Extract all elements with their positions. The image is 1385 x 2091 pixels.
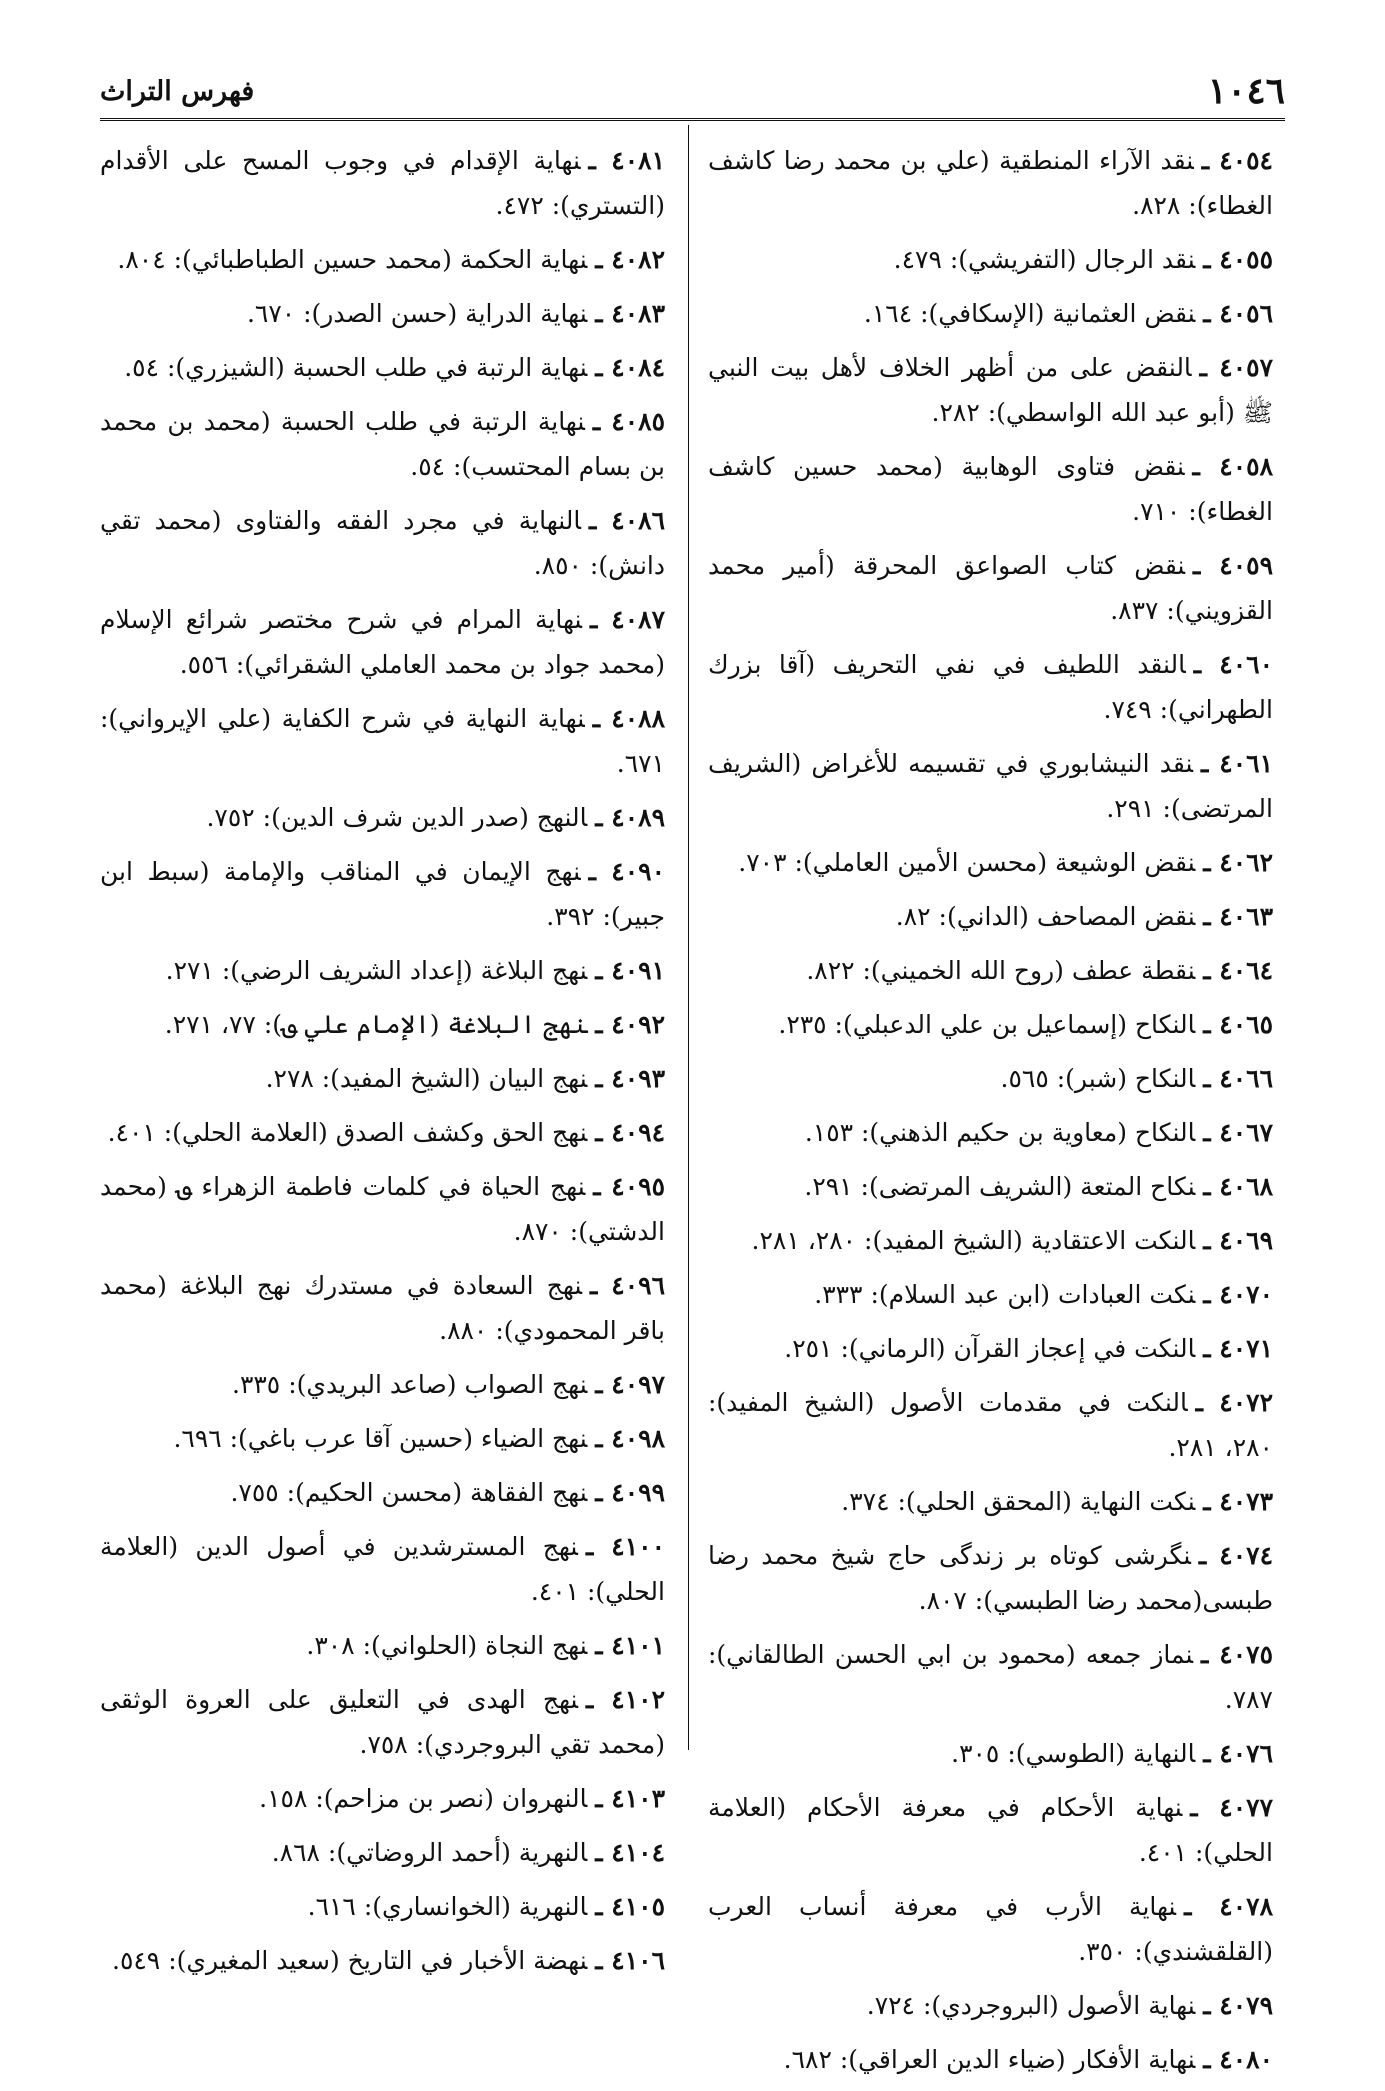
index-entry bbox=[100, 1470, 665, 1515]
index-entry bbox=[100, 1938, 665, 1983]
entry-text: نهاية الأحكام في معرفة الأحكام (العلامة الحلي): ٤٠١. bbox=[708, 1793, 1273, 1867]
entry-number: ٤٠٧٧ ـ bbox=[1190, 1793, 1274, 1822]
index-entry bbox=[708, 444, 1273, 534]
entry-number: ٤٠٦٦ ـ bbox=[1203, 1064, 1273, 1093]
entry-text: نهاية الأرب في معرفة أنساب العرب (القلقشندي): ٣٥٠. bbox=[708, 1892, 1273, 1966]
entry-number: ٤٠٩٤ ـ bbox=[595, 1118, 665, 1147]
entry-text: نهج الحق وكشف الصدق (العلامة الحلي): ٤٠١. bbox=[107, 1118, 588, 1147]
entry-number: ٤٠٥٥ ـ bbox=[1203, 245, 1273, 274]
entry-text: نقد الآراء المنطقية (علي بن محمد رضا كاشف الغطاء): ٨٢٨. bbox=[708, 146, 1273, 220]
entry-text: النهروان (نصر بن مزاحم): ١٥٨. bbox=[259, 1784, 588, 1813]
entry-text: نقض كتاب الصواعق المحرقة (أمير محمد القزويني): ٨٣٧. bbox=[708, 551, 1273, 625]
entry-number: ٤٠٩٥ ـ bbox=[593, 1172, 665, 1201]
entry-number: ٤٠٩٩ ـ bbox=[595, 1478, 665, 1507]
entry-number: ٤٠٨٠ ـ bbox=[1203, 2045, 1273, 2074]
index-entry bbox=[100, 795, 665, 840]
entry-text: نهاية الرتبة في طلب الحسبة (محمد بن محمد بن بسام المحتسب): ٥٤. bbox=[100, 407, 665, 481]
entry-number: ٤٠٥٤ ـ bbox=[1201, 146, 1273, 175]
entry-number: ٤٠٧٦ ـ bbox=[1203, 1739, 1273, 1768]
entry-text: النكت الاعتقادية (الشيخ المفيد): ٢٨٠، ٢٨١. bbox=[751, 1226, 1196, 1255]
index-entry bbox=[100, 345, 665, 390]
index-entry bbox=[100, 1110, 665, 1155]
entry-number: ٤٠٩٦ ـ bbox=[590, 1271, 666, 1300]
entry-text: نقض الوشيعة (محسن الأمين العاملي): ٧٠٣. bbox=[738, 848, 1196, 877]
entry-text: نقض فتاوى الوهابية (محمد حسين كاشف الغطاء): ٧١٠. bbox=[708, 452, 1273, 526]
index-entry bbox=[708, 1218, 1273, 1263]
entry-text: نهج البيان (الشيخ المفيد): ٢٧٨. bbox=[265, 1064, 588, 1093]
index-entry bbox=[708, 1272, 1273, 1317]
entry-text: النقد اللطيف في نفي التحريف (آقا بزرك الطهراني): ٧٤٩. bbox=[708, 650, 1273, 724]
entry-number: ٤١٠٥ ـ bbox=[595, 1892, 665, 1921]
entry-text: نهاية المرام في شرح مختصر شرائع الإسلام (محمد جواد بن محمد العاملي الشقرائي): ٥٥٦. bbox=[100, 605, 665, 679]
index-entry bbox=[100, 1263, 665, 1353]
entry-number: ٤٠٧٥ ـ bbox=[1201, 1640, 1273, 1669]
entry-text: نگرشى كوتاه بر زندگى حاج شيخ محمد رضا طبسى(محمد رضا الطبسي): ٨٠٧. bbox=[708, 1541, 1273, 1615]
entry-text: نهج الضياء (حسين آقا عرب باغي): ٦٩٦. bbox=[173, 1424, 588, 1453]
index-entry bbox=[708, 1731, 1273, 1776]
entry-text: نهج الفقاهة (محسن الحكيم): ٧٥٥. bbox=[230, 1478, 588, 1507]
entry-number: ٤٠٥٦ ـ bbox=[1203, 299, 1273, 328]
index-entry bbox=[708, 1002, 1273, 1047]
entry-number: ٤١٠٦ ـ bbox=[595, 1946, 665, 1975]
entry-text: نقض المصاحف (الداني): ٨٢. bbox=[895, 902, 1196, 931]
entry-text: نهج المسترشدين في أصول الدين (العلامة الحلي): ٤٠١. bbox=[100, 1532, 665, 1606]
entry-number: ٤٠٦١ ـ bbox=[1201, 749, 1273, 778]
entry-text: نقد الرجال (التفريشي): ٤٧٩. bbox=[893, 245, 1196, 274]
entry-number: ٤٠٨٧ ـ bbox=[590, 605, 666, 634]
index-entry bbox=[100, 138, 665, 228]
left-column bbox=[100, 138, 665, 1992]
entry-text: نقد النيشابوري في تقسيمه للأغراض (الشريف المرتضى): ٢٩١. bbox=[708, 749, 1273, 823]
entry-number: ٤٠٩٣ ـ bbox=[595, 1064, 665, 1093]
entry-text: نقطة عطف (روح الله الخميني): ٨٢٢. bbox=[806, 956, 1196, 985]
index-entry bbox=[708, 543, 1273, 633]
entry-number: ٤١٠٠ ـ bbox=[585, 1532, 665, 1561]
entry-number: ٤١٠٢ ـ bbox=[586, 1685, 665, 1714]
entry-number: ٤٠٥٨ ـ bbox=[1192, 452, 1273, 481]
entry-number: ٤٠٧٩ ـ bbox=[1203, 1991, 1273, 2020]
index-entry bbox=[100, 1677, 665, 1767]
entry-text: نهج الحياة في كلمات فاطمة الزهراء ؈ (محمد الدشتي): ٨٧٠. bbox=[100, 1172, 665, 1246]
index-entry bbox=[708, 741, 1273, 831]
entry-number: ٤٠٨٣ ـ bbox=[595, 299, 665, 328]
index-entry bbox=[708, 1632, 1273, 1722]
page-header bbox=[100, 70, 1285, 121]
index-entry bbox=[708, 1164, 1273, 1209]
entry-number: ٤٠٩٠ ـ bbox=[588, 857, 666, 886]
index-entry bbox=[100, 399, 665, 489]
entry-text: نماز جمعه (محمود بن ابي الحسن الطالقاني): ٧٨٧. bbox=[708, 1640, 1273, 1714]
index-entry bbox=[100, 1623, 665, 1668]
entry-text: نهضة الأخبار في التاريخ (سعيد المغيري): ٥٤٩. bbox=[112, 1946, 588, 1975]
index-entry bbox=[708, 1533, 1273, 1623]
index-entry bbox=[100, 1884, 665, 1929]
entry-text: النكت في مقدمات الأصول (الشيخ المفيد): ٢٨٠، ٢٨١. bbox=[708, 1388, 1273, 1462]
running-title: فهرس التراث bbox=[100, 76, 255, 107]
entry-number: ٤٠٨٢ ـ bbox=[595, 245, 665, 274]
index-entry bbox=[100, 1776, 665, 1821]
entry-text: النهرية (أحمد الروضاتي): ٨٦٨. bbox=[271, 1838, 588, 1867]
entry-number: ٤١٠٤ ـ bbox=[595, 1838, 665, 1867]
index-entry bbox=[708, 1479, 1273, 1524]
entry-text: نكت النهاية (المحقق الحلي): ٣٧٤. bbox=[841, 1487, 1196, 1516]
entry-number: ٤٠٨٤ ـ bbox=[595, 353, 665, 382]
entry-text: نهج الإيمان في المناقب والإمامة (سبط ابن جبير): ٣٩٢. bbox=[100, 857, 665, 931]
index-entry bbox=[100, 291, 665, 336]
entry-number: ٤٠٥٩ ـ bbox=[1193, 551, 1273, 580]
entry-text: نهاية الأصول (البروجردي): ٧٢٤. bbox=[866, 1991, 1196, 2020]
index-entry bbox=[708, 642, 1273, 732]
index-entry bbox=[100, 237, 665, 282]
index-entry bbox=[100, 948, 665, 993]
entry-number: ٤٠٧١ ـ bbox=[1203, 1334, 1273, 1363]
index-entry bbox=[708, 1380, 1273, 1470]
entry-number: ٤٠٩١ ـ bbox=[595, 956, 665, 985]
index-entry bbox=[708, 1056, 1273, 1101]
entry-number: ٤٠٦٩ ـ bbox=[1203, 1226, 1273, 1255]
entry-text: نهاية الرتبة في طلب الحسبة (الشيزري): ٥٤. bbox=[124, 353, 588, 382]
index-entry bbox=[100, 696, 665, 786]
entry-number: ٤٠٦٥ ـ bbox=[1203, 1010, 1273, 1039]
index-entry bbox=[708, 237, 1273, 282]
entry-number: ٤٠٨٥ ـ bbox=[592, 407, 665, 436]
index-entry bbox=[100, 1830, 665, 1875]
index-entry bbox=[100, 1524, 665, 1614]
entry-number: ٤٠٧٠ ـ bbox=[1203, 1280, 1273, 1309]
entry-text: نهاية الحكمة (محمد حسين الطباطبائي): ٨٠٤. bbox=[117, 245, 588, 274]
index-entry bbox=[100, 1002, 665, 1047]
entry-number: ٤٠٥٧ ـ bbox=[1199, 353, 1273, 382]
entry-number: ٤٠٦٠ ـ bbox=[1193, 650, 1273, 679]
index-entry bbox=[100, 597, 665, 687]
index-entry bbox=[708, 345, 1273, 435]
right-column bbox=[708, 138, 1273, 2091]
entry-number: ٤٠٦٣ ـ bbox=[1203, 902, 1273, 931]
index-entry bbox=[708, 291, 1273, 336]
index-entry bbox=[708, 1326, 1273, 1371]
entry-number: ٤٠٧٣ ـ bbox=[1203, 1487, 1273, 1516]
index-entry bbox=[708, 2037, 1273, 2082]
entry-text: النكاح (معاوية بن حكيم الذهني): ١٥٣. bbox=[804, 1118, 1196, 1147]
entry-text: النهاية في مجرد الفقه والفتاوى (محمد تقي دانش): ٨٥٠. bbox=[100, 506, 665, 580]
index-entry bbox=[100, 1416, 665, 1461]
entry-number: ٤٠٦٢ ـ bbox=[1203, 848, 1273, 877]
entry-number: ٤٠٦٤ ـ bbox=[1203, 956, 1273, 985]
index-entry bbox=[100, 1362, 665, 1407]
index-entry bbox=[708, 1884, 1273, 1974]
entry-number: ٤٠٨١ ـ bbox=[588, 146, 665, 175]
index-entry bbox=[708, 138, 1273, 228]
entry-number: ٤٠٧٢ ـ bbox=[1195, 1388, 1273, 1417]
entry-text: نهاية الأفكار (ضياء الدين العراقي): ٦٨٢. bbox=[783, 2045, 1196, 2074]
entry-text: نكاح المتعة (الشريف المرتضى): ٢٩١. bbox=[804, 1172, 1196, 1201]
entry-text: نهاية الإقدام في وجوب المسح على الأقدام (التستري): ٤٧٢. bbox=[100, 146, 665, 220]
entry-number: ٤٠٨٦ ـ bbox=[589, 506, 665, 535]
page-number: ١٠٤٦ bbox=[1207, 70, 1285, 112]
entry-number: ٤٠٦٨ ـ bbox=[1203, 1172, 1273, 1201]
entry-number: ٤٠٩٢ ـ bbox=[595, 1010, 665, 1039]
entry-text: النكاح (إسماعيل بن علي الدعبلي): ٢٣٥. bbox=[778, 1010, 1196, 1039]
entry-text: نهاية الدراية (حسن الصدر): ٦٧٠. bbox=[246, 299, 588, 328]
entry-number: ٤٠٩٨ ـ bbox=[595, 1424, 665, 1453]
index-entry bbox=[708, 948, 1273, 993]
index-entry bbox=[708, 840, 1273, 885]
entry-text: نهج الصواب (صاعد البريدي): ٣٣٥. bbox=[232, 1370, 588, 1399]
entry-number: ٤١٠١ ـ bbox=[595, 1631, 665, 1660]
entry-text: النكت في إعجاز القرآن (الرماني): ٢٥١. bbox=[784, 1334, 1196, 1363]
index-entry bbox=[708, 1785, 1273, 1875]
entry-text: نهاية النهاية في شرح الكفاية (علي الإيرواني): ٦٧١. bbox=[100, 704, 665, 778]
entry-number: ٤٠٧٨ ـ bbox=[1184, 1892, 1273, 1921]
column-divider bbox=[688, 125, 689, 1750]
entry-text: نهج البلاغة (إعداد الشريف الرضي): ٢٧١. bbox=[165, 956, 588, 985]
entry-text: النقض على من أظهر الخلاف لأهل بيت النبي ﷺ (أبو عبد الله الواسطي): ٢٨٢. bbox=[708, 353, 1273, 427]
index-entry bbox=[100, 1164, 665, 1254]
entry-text: النهج (صدر الدين شرف الدين): ٧٥٢. bbox=[206, 803, 588, 832]
index-entry bbox=[100, 498, 665, 588]
entry-text: النكاح (شبر): ٥٦٥. bbox=[1000, 1064, 1196, 1093]
entry-text: نهج النجاة (الحلواني): ٣٠٨. bbox=[306, 1631, 588, 1660]
entry-text: النهرية (الخوانساري): ٦١٦. bbox=[307, 1892, 588, 1921]
entry-number: ٤٠٦٧ ـ bbox=[1203, 1118, 1273, 1147]
entry-text: نهج السعادة في مستدرك نهج البلاغة (محمد باقر المحمودي): ٨٨٠. bbox=[100, 1271, 665, 1345]
entry-text: نقض العثمانية (الإسكافي): ١٦٤. bbox=[863, 299, 1196, 328]
entry-number: ٤٠٨٩ ـ bbox=[595, 803, 665, 832]
entry-text: النهاية (الطوسي): ٣٠٥. bbox=[951, 1739, 1196, 1768]
index-entry bbox=[708, 1110, 1273, 1155]
index-entry bbox=[708, 894, 1273, 939]
index-entry bbox=[708, 1983, 1273, 2028]
entry-number: ٤٠٨٨ ـ bbox=[592, 704, 665, 733]
index-entry bbox=[100, 849, 665, 939]
entry-number: ٤٠٩٧ ـ bbox=[595, 1370, 665, 1399]
entry-number: ٤١٠٣ ـ bbox=[595, 1784, 665, 1813]
entry-text: نهج البلاغة (الإمام علي ؈): ٧٧، ٢٧١. bbox=[164, 1010, 588, 1039]
entry-text: نكت العبادات (ابن عبد السلام): ٣٣٣. bbox=[814, 1280, 1196, 1309]
entry-text: نهج الهدى في التعليق على العروة الوثقى (محمد تقي البروجردي): ٧٥٨. bbox=[100, 1685, 665, 1759]
index-entry bbox=[100, 1056, 665, 1101]
entry-number: ٤٠٧٤ ـ bbox=[1198, 1541, 1273, 1570]
